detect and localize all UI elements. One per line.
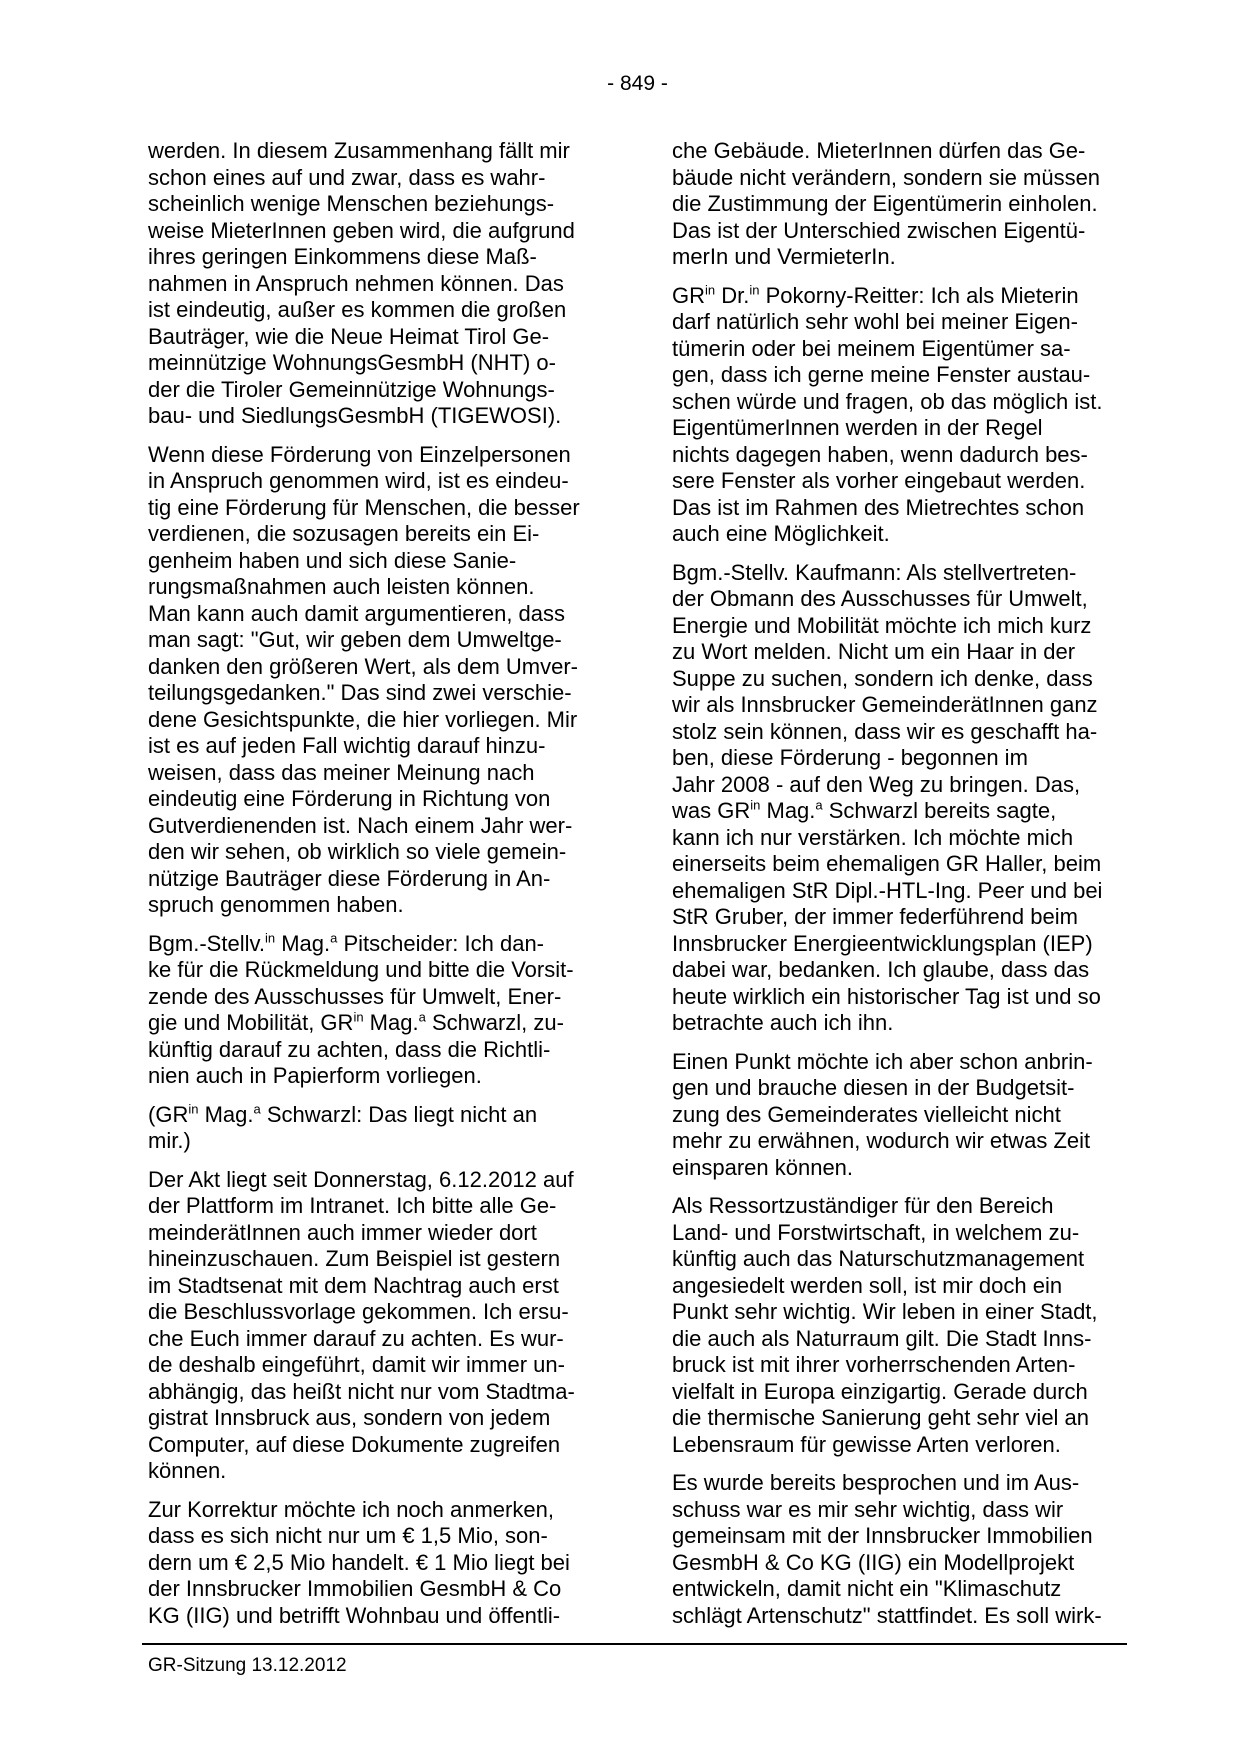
footer-rule <box>142 1643 1127 1645</box>
paragraph: Es wurde bereits besprochen und im Aus- schuss war es mir sehr wichtig, dass wir gemeinsam mit der Innsbrucker Immobilien GesmbH & Co KG (IIG) ein Modellprojekt entwickeln, damit nicht ein "Klimaschutz schlägt Artenschutz" stattfindet. Es soll wirk- <box>672 1470 1102 1628</box>
paragraph: Als Ressortzuständiger für den Bereich Land- und Forstwirtschaft, in welchem zu- künftig auch das Naturschutzmanagement angesiedelt werden soll, ist mir doch ein Punkt sehr wichtig. Wir leben in einer Stadt, die auch als Naturraum gilt. Die Stadt Inns- bruck ist mit ihrer vorherrschenden Arten- vielfalt in Europa einzigartig. Gerade durch die thermische Sanierung geht sehr viel an Lebensraum für gewisse Arten verloren. <box>672 1193 1098 1457</box>
paragraph: Bgm.-Stellv. Kaufmann: Als stellvertreten- der Obmann des Ausschusses für Umwelt, Energie und Mobilität möchte ich mich kurz zu Wort melden. Nicht um ein Haar in der Suppe zu suchen, sondern ich denke, dass wir als Innsbrucker GemeinderätInnen ganz stolz sein können, dass wir es geschafft ha- ben, diese Förderung - begonnen im Jahr 2008 - auf den Weg zu bringen. Das, was $GR^{in}$ Mag.$^a$ Schwarzl bereits sagte, kann ich nur verstärken. Ich möchte mich einerseits beim ehemaligen GR Haller, beim ehemaligen StR Dipl.-HTL-Ing. Peer und bei StR Gruber, der immer federführend beim Innsbrucker Energieentwicklungsplan (IEP) dabei war, bedanken. Ich glaube, dass das heute wirklich ein historischer Tag ist und so betrachte auch ich ihn. <box>672 559 1103 1035</box>
text-columns <box>148 138 1127 1641</box>
paragraph: Wenn diese Förderung von Einzelpersonen in Anspruch genommen wird, ist es eindeu- tig eine Förderung für Menschen, die besser verdienen, die sozusagen bereits ein Ei- genheim haben und sich diese Sanie- rungsmaßnahmen auch leisten können. Man kann auch damit argumentieren, dass man sagt: "Gut, wir geben dem Umweltge- danken den größeren Wert, als dem Umver- teilungsgedanken." Das sind zwei verschie- dene Gesichtspunkte, die hier vorliegen. Mir ist es auf jeden Fall wichtig darauf hinzu- weisen, dass das meiner Meinung nach eindeutig eine Förderung in Richtung von Gutverdienenden ist. Nach einem Jahr wer- den wir sehen, ob wirklich so viele gemein- nützige Bauträger diese Förderung in An- spruch genommen haben. <box>148 441 580 917</box>
paragraph: Einen Punkt möchte ich aber schon anbrin- gen und brauche diesen in der Budgetsit- zung des Gemeinderates vielleicht nicht mehr zu erwähnen, wodurch wir etwas Zeit einsparen können. <box>672 1048 1093 1180</box>
paragraph: $GR^{in}$ Dr.$^{in}$ Pokorny-Reitter: Ich als Mieterin darf natürlich sehr wohl bei meiner Eigen- tümerin oder bei meinem Eigentümer sa- gen, dass ich gerne meine Fenster austau- schen würde und fragen, ob das möglich ist. EigentümerInnen werden in der Regel nichts dagegen haben, wenn dadurch bes- sere Fenster als vorher eingebaut werden. Das ist im Rahmen des Mietrechtes schon auch eine Möglichkeit. <box>672 282 1103 546</box>
right-column <box>672 138 1127 1641</box>
footer-session-label: GR-Sitzung 13.12.2012 <box>148 1655 347 1676</box>
left-column <box>148 138 603 1641</box>
paragraph: ($GR^{in}$ Mag.$^a$ Schwarzl: Das liegt nicht an mir.) <box>148 1101 538 1153</box>
page-number: - 849 - <box>607 72 668 95</box>
paragraph: Zur Korrektur möchte ich noch anmerken, dass es sich nicht nur um € 1,5 Mio, son- dern um € 2,5 Mio handelt. € 1 Mio liegt bei der Innsbrucker Immobilien GesmbH & Co KG (IIG) und betrifft Wohnbau und öffentli- <box>148 1496 570 1628</box>
paragraph: Der Akt liegt seit Donnerstag, 6.12.2012 auf der Plattform im Intranet. Ich bitte alle Ge- meinderätInnen auch immer wieder dort hineinzuschauen. Zum Beispiel ist gestern im Stadtsenat mit dem Nachtrag auch erst die Beschlussvorlage gekommen. Ich ersu- che Euch immer darauf zu achten. Es wur- de deshalb eingeführt, damit wir immer un- abhängig, das heißt nicht nur vom Stadtma- gistrat Innsbruck aus, sondern von jedem Computer, auf diese Dokumente zugreifen können. <box>148 1166 575 1483</box>
paragraph: Bgm.-Stellv.$^{in}$ Mag.$^a$ Pitscheider: Ich dan- ke für die Rückmeldung und bitte die Vorsit- zende des Ausschusses für Umwelt, Ener- gie und Mobilität, $GR^{in}$ Mag.$^a$ Schwarzl, zu- künftig darauf zu achten, dass die Richtli- nien auch in Papierform vorliegen. <box>148 930 574 1088</box>
paragraph: werden. In diesem Zusammenhang fällt mir schon eines auf und zwar, dass es wahr- scheinlich wenige Menschen beziehungs- weise MieterInnen geben wird, die aufgrund ihres geringen Einkommens diese Maß- nahmen in Anspruch nehmen können. Das ist eindeutig, außer es kommen die großen Bauträger, wie die Neue Heimat Tirol Ge- meinnützige WohnungsGesmbH (NHT) o- der die Tiroler Gemeinnützige Wohnungs- bau- und SiedlungsGesmbH (TIGEWOSI). <box>148 138 575 428</box>
paragraph: che Gebäude. MieterInnen dürfen das Ge- bäude nicht verändern, sondern sie müssen die Zustimmung der Eigentümerin einholen. Das ist der Unterschied zwischen Eigentü- merIn und VermieterIn. <box>672 138 1101 269</box>
